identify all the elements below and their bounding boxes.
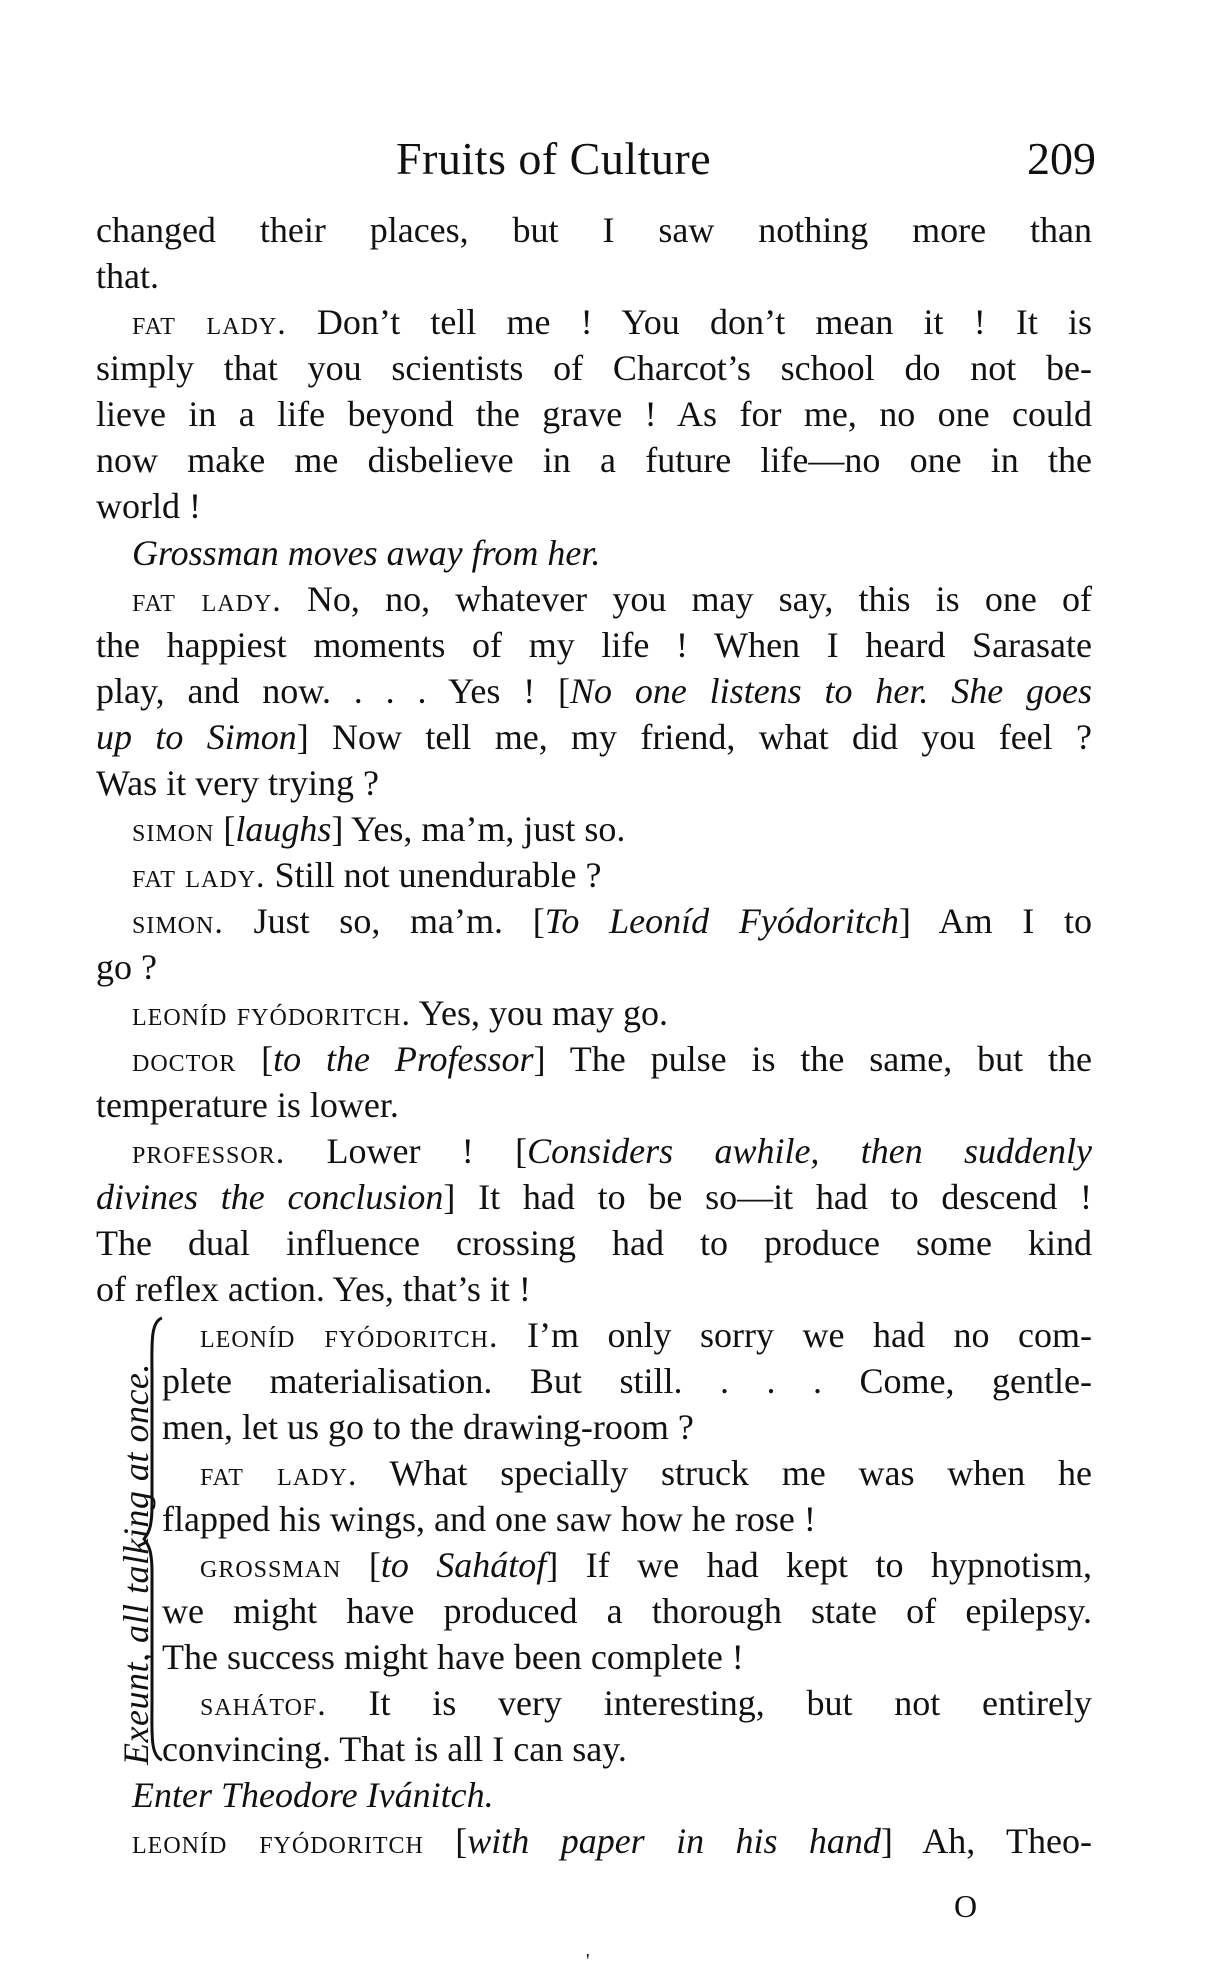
text-line: changed their places, but I saw nothing more than — [96, 210, 1092, 250]
dialogue-line — [132, 1036, 1092, 1082]
stage-direction: divines the conclusion — [96, 1177, 444, 1217]
text-line: of reflex action. Yes, that’s it ! — [96, 1269, 531, 1309]
speech-text: Just so, ma’m. [ — [223, 901, 545, 941]
speaker-name: leoníd fyódoritch — [132, 1824, 424, 1861]
speaker-name: leoníd fyódoritch. — [200, 1318, 499, 1355]
text-line: The dual influence crossing had to produce some kind — [96, 1223, 1092, 1263]
speaker-name: fat lady. — [132, 582, 282, 619]
text-line — [96, 668, 1092, 714]
stage-direction: with paper in his hand — [467, 1821, 881, 1861]
text-line: go ? — [96, 947, 157, 987]
stage-direction: up to Simon — [96, 717, 297, 757]
stage-direction: To Leoníd Fyódoritch — [544, 901, 899, 941]
stage-direction: to Sahátof — [380, 1545, 547, 1585]
dialogue-line — [132, 852, 1092, 898]
speaker-name: sahátof. — [200, 1686, 327, 1723]
speech-text: No, no, whatever you may say, this is one of — [281, 579, 1092, 619]
speech-text: [ — [423, 1821, 468, 1861]
text-line: now make me disbelieve in a future life—no one in the — [96, 440, 1092, 480]
text-line: lieve in a life beyond the grave ! As for me, no one could — [96, 394, 1092, 434]
text-line: that. — [96, 256, 159, 296]
speech-text: I’m only sorry we had no com- — [498, 1315, 1092, 1355]
speaker-name: fat lady. — [132, 858, 266, 895]
speaker-name: simon — [132, 812, 215, 849]
dialogue-line — [200, 1312, 1092, 1358]
text-line — [96, 1174, 1092, 1220]
speech-text: ] It had to be so—it had to descend ! — [443, 1177, 1092, 1217]
speaker-name: professor. — [132, 1134, 286, 1171]
speech-text: [ — [214, 809, 236, 849]
stage-direction: to the Professor — [273, 1039, 534, 1079]
dialogue-line — [200, 1680, 1092, 1726]
text-line: world ! — [96, 486, 201, 526]
text-line: simply that you scientists of Charcot’s school do not be- — [96, 348, 1092, 388]
dialogue-line — [132, 1128, 1092, 1174]
stage-direction: laughs — [235, 809, 332, 849]
text-line: plete materialisation. But still. . . . Come, gentle- — [162, 1361, 1092, 1401]
text-line: the happiest moments of my life ! When I heard Sarasate — [96, 625, 1092, 665]
text-line: Was it very trying ? — [96, 763, 380, 803]
bottom-mark: ' — [586, 1950, 590, 1972]
stage-direction: Considers awhile, then suddenly — [527, 1131, 1093, 1171]
speaker-name: leoníd fyódoritch. — [132, 996, 411, 1033]
speaker-name: simon. — [132, 904, 224, 941]
speech-text: ] Now tell me, my friend, what did you feel ? — [296, 717, 1092, 757]
text-line — [96, 714, 1092, 760]
running-title: Fruits of Culture — [396, 133, 712, 184]
text-line: convincing. That is all I can say. — [162, 1729, 627, 1769]
speech-text: Don’t tell me ! You don’t mean it ! It is — [286, 302, 1092, 342]
dialogue-line — [200, 1450, 1092, 1496]
dialogue-line — [200, 1542, 1092, 1588]
speech-text: ] If we had kept to hypnotism, — [546, 1545, 1092, 1585]
speech-text: It is very interesting, but not entirely — [326, 1683, 1092, 1723]
speech-text: [ — [341, 1545, 381, 1585]
speaker-name: doctor — [132, 1042, 237, 1079]
speech-text: Yes, you may go. — [410, 993, 669, 1033]
signature-mark: O — [954, 1888, 978, 1924]
text-line: The success might have been complete ! — [162, 1637, 744, 1677]
text-line: temperature is lower. — [96, 1085, 399, 1125]
stage-direction: Grossman moves away from her. — [132, 533, 601, 573]
speaker-name: grossman — [200, 1548, 342, 1585]
dialogue-line — [132, 576, 1092, 622]
side-stage-direction: Exeunt, all talking at once. — [116, 1363, 156, 1765]
speech-text: ] Ah, Theo- — [880, 1821, 1092, 1861]
stage-direction: No one listens to her. She goes — [570, 671, 1092, 711]
text-line: flapped his wings, and one saw how he rose ! — [162, 1499, 816, 1539]
speech-text: ] Yes, ma’m, just so. — [331, 809, 626, 849]
text-line: men, let us go to the drawing-room ? — [162, 1407, 694, 1447]
dialogue-line — [132, 990, 1092, 1036]
speech-text: [ — [236, 1039, 274, 1079]
page-number: 209 — [1027, 133, 1096, 184]
speech-text: Still not unendurable ? — [265, 855, 602, 895]
speech-text: ] Am I to — [898, 901, 1092, 941]
dialogue-line — [132, 898, 1092, 944]
dialogue-line — [132, 299, 1092, 345]
speaker-name: fat lady. — [132, 305, 287, 342]
speech-text: play, and now. . . . Yes ! [ — [96, 671, 571, 711]
speech-text: ] The pulse is the same, but the — [533, 1039, 1092, 1079]
stage-direction: Enter Theodore Ivánitch. — [132, 1775, 494, 1815]
text-line: we might have produced a thorough state of epilepsy. — [162, 1591, 1092, 1631]
speaker-name: fat lady. — [200, 1456, 358, 1493]
speech-text: What specially struck me was when he — [357, 1453, 1092, 1493]
speech-text: Lower ! [ — [285, 1131, 528, 1171]
dialogue-line — [132, 1818, 1092, 1864]
page-header — [96, 132, 1096, 192]
dialogue-line — [132, 806, 1092, 852]
